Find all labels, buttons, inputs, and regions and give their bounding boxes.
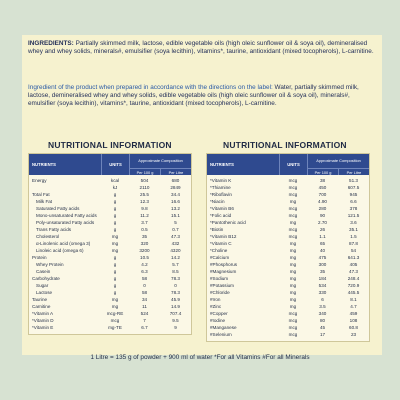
value-per-100g: 2.70: [318, 220, 327, 225]
nutrient-unit: g: [113, 276, 117, 281]
value-per-litre: 378: [349, 206, 358, 211]
value-per-100g: 340: [318, 311, 327, 316]
table-row: [29, 289, 191, 296]
table-row: [207, 219, 369, 226]
nutrient-name: #Magnesium: [210, 269, 237, 274]
nutrient-unit: mcg: [288, 227, 298, 232]
value-per-litre: 45.9: [171, 297, 180, 302]
nutrient-unit: kcal: [110, 178, 120, 183]
nutrient-name: α-Linolenic acid (omega 3): [36, 241, 91, 246]
nutrient-name: Casein: [36, 269, 51, 274]
per-100g-header: Per 100 g: [314, 170, 332, 175]
value-per-100g: 280: [318, 206, 327, 211]
nutrient-name: Protein: [32, 255, 47, 260]
value-per-litre: 16.6: [171, 199, 180, 204]
nutrient-unit: mcg: [288, 332, 298, 337]
prepared-ingredients-label: Ingredient of the product when prepared in accordance with the directions on the label:: [28, 84, 273, 91]
value-per-100g: 3.7: [141, 220, 148, 225]
value-per-100g: 0: [143, 283, 146, 288]
nutrient-name: #Iron: [210, 297, 221, 302]
value-per-100g: 10.5: [140, 255, 149, 260]
value-per-100g: 40: [319, 248, 326, 253]
nutrient-unit: mg: [289, 290, 297, 295]
value-per-litre: 23: [350, 332, 357, 337]
value-per-litre: 8.5: [172, 269, 179, 274]
nutrient-unit: g: [113, 290, 117, 295]
value-per-litre: 47.3: [171, 234, 180, 239]
value-per-100g: 3.5: [319, 304, 326, 309]
nutrient-unit: mg: [111, 297, 119, 302]
reconstitution-footnote: 1 Litre = 135 g of powder + 900 ml of water *For all Vitamins #For all Minerals: [90, 354, 310, 361]
table-header: [207, 154, 369, 175]
nutrient-unit: kJ: [112, 185, 118, 190]
table-row: [207, 226, 369, 233]
value-per-litre: 680: [171, 178, 180, 183]
value-per-litre: 4320: [170, 248, 181, 253]
table-row: [29, 177, 191, 184]
table-row: [207, 205, 369, 212]
nutrient-unit: mcg: [288, 318, 298, 323]
table-row: [29, 275, 191, 282]
value-per-100g: 0.5: [141, 227, 148, 232]
table-row: [207, 275, 369, 282]
table-row: [29, 198, 191, 205]
nutrition-table-right: [206, 153, 370, 342]
value-per-litre: 14.9: [171, 304, 180, 309]
nutrient-name: *Thiamine: [210, 185, 231, 190]
value-per-litre: 14.2: [171, 255, 180, 260]
nutrient-name: Trans Fatty acids: [36, 227, 72, 232]
nutrient-name: #Manganese: [210, 325, 237, 330]
table-row: [29, 212, 191, 219]
nutrient-name: *Choline: [210, 248, 228, 253]
value-per-100g: 6: [321, 297, 324, 302]
table-row: [29, 226, 191, 233]
nutrient-unit: mcg: [288, 192, 298, 197]
value-per-litre: 4.7: [350, 304, 357, 309]
value-per-100g: 3200: [139, 248, 150, 253]
nutrient-unit: mg: [289, 269, 297, 274]
prepared-ingredients-body: Water, partially skimmed milk, lactose, demineralised whey and whey solids, edible vegetable oils (high oleic sunflower oil & soya oil), minerals#, emulsifier (soya lecithin), vitamins*, taurine, antioxidant (mixed tocopherols), L-carnitine.: [28, 84, 359, 108]
value-per-litre: 78.3: [171, 276, 180, 281]
nutrient-unit: mg: [289, 220, 297, 225]
nutrient-name: #Calcium: [210, 255, 230, 260]
value-per-100g: 4.90: [318, 199, 327, 204]
nutrient-name: Cholesterol: [36, 234, 60, 239]
nutrient-name: Lactose: [36, 290, 53, 295]
nutrient-name: *Pantothenic acid: [210, 220, 246, 225]
value-per-100g: 534: [318, 283, 327, 288]
nutrient-unit: g: [113, 192, 117, 197]
value-per-100g: 1.1: [319, 234, 326, 239]
table-row: [207, 212, 369, 219]
nutrient-name: Taurine: [32, 297, 48, 302]
table-row: [207, 282, 369, 289]
nutrient-unit: mcg-RE: [106, 311, 124, 316]
value-per-litre: 432: [171, 241, 180, 246]
value-per-litre: 5.7: [172, 262, 179, 267]
composition-header: [307, 154, 369, 175]
nutrition-table-left: [28, 153, 192, 335]
composition-header-label: Approximate Composition: [138, 158, 183, 164]
nutrient-name: Total Fat: [32, 192, 50, 197]
nutrient-unit: g: [113, 220, 117, 225]
value-per-100g: 330: [318, 290, 327, 295]
table-row: [207, 184, 369, 191]
nutrient-unit: mcg: [288, 234, 298, 239]
value-per-litre: 641.3: [347, 255, 360, 260]
nutrient-unit: g: [113, 227, 117, 232]
value-per-100g: 65: [319, 241, 326, 246]
value-per-100g: 35: [141, 234, 148, 239]
nutrient-name: *Vitamin B12: [210, 234, 237, 239]
nutrient-name: Saturated Fatty acids: [36, 206, 80, 211]
value-per-litre: 13.2: [171, 206, 180, 211]
nutrient-unit: mg: [289, 297, 297, 302]
nutrient-name: #Copper: [210, 311, 228, 316]
value-per-litre: 405: [349, 262, 358, 267]
nutrient-unit: mg: [289, 199, 297, 204]
value-per-100g: 524: [140, 311, 149, 316]
value-per-litre: 60.8: [349, 325, 358, 330]
value-per-100g: 58: [141, 290, 148, 295]
value-per-litre: 6.6: [350, 199, 357, 204]
table-row: [207, 324, 369, 331]
nutrient-unit: g: [113, 269, 117, 274]
table-row: [207, 254, 369, 261]
table-row: [207, 233, 369, 240]
nutrient-unit: g: [113, 199, 117, 204]
nutrient-unit: g: [113, 206, 117, 211]
value-per-litre: 445.5: [347, 290, 360, 295]
value-per-litre: 720.9: [347, 283, 360, 288]
table-row: [29, 268, 191, 275]
nutrient-unit: mcg: [110, 318, 120, 323]
value-per-litre: 945: [349, 192, 358, 197]
nutrient-unit: mg: [111, 234, 119, 239]
composition-header: [129, 154, 191, 175]
table-row: [29, 240, 191, 247]
value-per-100g: 26: [319, 227, 326, 232]
per-litre-header: Per Litre: [160, 169, 191, 175]
value-per-litre: 9: [174, 325, 177, 330]
table-row: [29, 233, 191, 240]
table-body: [207, 175, 369, 341]
nutrient-unit: mg: [289, 276, 297, 281]
value-per-100g: 300: [318, 262, 327, 267]
nutrient-unit: mcg: [288, 185, 298, 190]
table-header: [29, 154, 191, 175]
nutrient-unit: mcg: [288, 178, 298, 183]
nutrient-name: *Vitamin C: [210, 241, 232, 246]
value-per-100g: 184: [318, 276, 327, 281]
value-per-litre: 1.5: [350, 234, 357, 239]
nutrient-name: #Sodium: [210, 276, 229, 281]
value-per-litre: 5: [174, 220, 177, 225]
nutrient-unit: mg: [111, 241, 119, 246]
prepared-ingredients-text: [28, 84, 378, 109]
table-row: [207, 331, 369, 338]
nutrient-name: #Iodine: [210, 318, 226, 323]
nutrient-unit: g: [113, 213, 117, 218]
value-per-100g: 9.8: [141, 206, 148, 211]
nutrient-unit: mcg: [288, 206, 298, 211]
value-per-100g: 35: [319, 269, 326, 274]
nutrient-name: *Vitamin A: [32, 311, 54, 316]
value-per-100g: 475: [318, 255, 327, 260]
nutrient-name: #Selenium: [210, 332, 232, 337]
table-row: [29, 282, 191, 289]
ingredients-text: [28, 40, 378, 56]
value-per-100g: 6.3: [141, 269, 148, 274]
value-per-litre: 459: [349, 311, 358, 316]
table-row: [207, 198, 369, 205]
value-per-litre: 0: [174, 283, 177, 288]
value-per-litre: 248.4: [347, 276, 360, 281]
table-row: [29, 205, 191, 212]
table-row: [29, 261, 191, 268]
nutrient-unit: mcg: [288, 325, 298, 330]
value-per-100g: 34: [141, 297, 148, 302]
table-row: [29, 310, 191, 317]
table-body: [29, 175, 191, 334]
table-row: [207, 303, 369, 310]
value-per-100g: 6.7: [141, 325, 148, 330]
table-row: [29, 254, 191, 261]
nutrient-name: Whey Protein: [36, 262, 64, 267]
units-header: UNITS: [101, 154, 129, 175]
table-row: [29, 296, 191, 303]
value-per-litre: 34.4: [171, 192, 180, 197]
nutrient-name: Poly-unsaturated Fatty acids: [36, 220, 95, 225]
nutrient-name: Linoleic acid (omega 6): [36, 248, 84, 253]
value-per-100g: 58: [141, 276, 148, 281]
value-per-100g: 4.2: [141, 262, 148, 267]
nutrient-unit: mg: [289, 248, 297, 253]
nutrient-name: Carnitine: [32, 304, 51, 309]
table-row: [207, 289, 369, 296]
nutrient-name: *Vitamin D: [32, 318, 54, 323]
nutrient-name: *Vitamin K: [210, 178, 232, 183]
nutrient-unit: g: [113, 262, 117, 267]
per-100g-header: Per 100 g: [136, 170, 154, 175]
value-per-100g: 25.5: [140, 192, 149, 197]
value-per-100g: 320: [140, 241, 149, 246]
table-row: [29, 317, 191, 324]
value-per-litre: 121.5: [347, 213, 360, 218]
nutrition-title-right: NUTRITIONAL INFORMATION: [223, 140, 347, 150]
value-per-litre: 707.4: [169, 311, 182, 316]
table-row: [207, 240, 369, 247]
nutrient-name: *Folic acid: [210, 213, 232, 218]
per-litre-header: Per Litre: [338, 169, 369, 175]
units-header: UNITS: [279, 154, 307, 175]
value-per-100g: 38: [319, 178, 326, 183]
table-row: [207, 317, 369, 324]
nutrient-unit: g: [113, 283, 117, 288]
value-per-litre: 47.3: [349, 269, 358, 274]
nutrient-unit: g: [113, 255, 117, 260]
nutrient-unit: mg: [289, 255, 297, 260]
nutrients-header: NUTRIENTS: [32, 162, 56, 167]
nutrient-unit: mg: [289, 283, 297, 288]
nutrient-name: *Niacin: [210, 199, 225, 204]
nutrient-name: Sugar: [36, 283, 49, 288]
value-per-litre: 3.6: [350, 220, 357, 225]
nutrient-name: Carbohydrate: [32, 276, 60, 281]
nutrient-unit: mcg: [288, 213, 298, 218]
nutrient-name: Energy: [32, 178, 47, 183]
table-row: [29, 324, 191, 331]
value-per-100g: 11: [142, 304, 147, 309]
nutrients-header: NUTRIENTS: [210, 162, 234, 167]
table-row: [207, 177, 369, 184]
nutrient-unit: mcg: [288, 311, 298, 316]
value-per-100g: 700: [318, 192, 327, 197]
nutrient-unit: mg: [289, 262, 297, 267]
value-per-litre: 108: [349, 318, 358, 323]
table-row: [207, 261, 369, 268]
value-per-litre: 35.1: [349, 227, 358, 232]
nutrient-name: #Chloride: [210, 290, 230, 295]
value-per-litre: 87.8: [349, 241, 358, 246]
table-row: [29, 219, 191, 226]
nutrient-name: *Vitamin E: [32, 325, 54, 330]
table-row: [29, 303, 191, 310]
ingredients-body: Partially skimmed milk, lactose, edible vegetable oils (high oleic sunflower oil & soya oil), demineralised whey and whey solids, minerals#, emulsifier (soya lecithin), vitamins*, taurine, antioxidant (mixed tocopherols), L-carnitine.: [28, 40, 374, 56]
table-row: [29, 191, 191, 198]
nutrient-name: *Vitamin B6: [210, 206, 234, 211]
value-per-litre: 78.3: [171, 290, 180, 295]
table-row: [207, 310, 369, 317]
value-per-100g: 17: [319, 332, 326, 337]
nutrient-name: #Phosphorus: [210, 262, 238, 267]
table-row: [207, 296, 369, 303]
value-per-100g: 2110: [139, 185, 150, 190]
nutrient-name: Mono-unsaturated Fatty acids: [36, 213, 97, 218]
nutrient-unit: mg: [289, 241, 297, 246]
nutrient-unit: mg: [289, 304, 297, 309]
composition-header-label: Approximate Composition: [316, 158, 361, 164]
value-per-litre: 9.5: [172, 318, 179, 323]
ingredients-label: INGREDIENTS:: [28, 40, 74, 47]
value-per-litre: 54: [350, 248, 357, 253]
value-per-100g: 450: [318, 185, 327, 190]
nutrient-unit: mg-TE: [108, 325, 122, 330]
nutrient-name: #Potassium: [210, 283, 235, 288]
table-row: [29, 247, 191, 254]
value-per-litre: 15.1: [171, 213, 180, 218]
value-per-100g: 90: [319, 213, 326, 218]
nutrient-unit: mg: [111, 304, 119, 309]
value-per-100g: 504: [140, 178, 149, 183]
value-per-litre: 51.3: [349, 178, 358, 183]
table-row: [207, 247, 369, 254]
value-per-litre: 2849: [170, 185, 181, 190]
value-per-litre: 607.5: [347, 185, 360, 190]
table-row: [207, 268, 369, 275]
value-per-litre: 8.1: [350, 297, 357, 302]
nutrient-name: #Zinc: [210, 304, 222, 309]
nutrient-name: *Riboflavin: [210, 192, 232, 197]
value-per-100g: 12.3: [140, 199, 149, 204]
value-per-100g: 80: [319, 318, 326, 323]
nutrient-name: *Biotin: [210, 227, 224, 232]
value-per-100g: 11.2: [140, 213, 149, 218]
table-row: [29, 184, 191, 191]
table-row: [207, 191, 369, 198]
value-per-litre: 0.7: [172, 227, 179, 232]
nutrient-unit: mg: [111, 248, 119, 253]
value-per-100g: 7: [143, 318, 146, 323]
value-per-100g: 45: [319, 325, 326, 330]
nutrient-name: Milk Fat: [36, 199, 53, 204]
nutrition-title-left: NUTRITIONAL INFORMATION: [48, 140, 172, 150]
